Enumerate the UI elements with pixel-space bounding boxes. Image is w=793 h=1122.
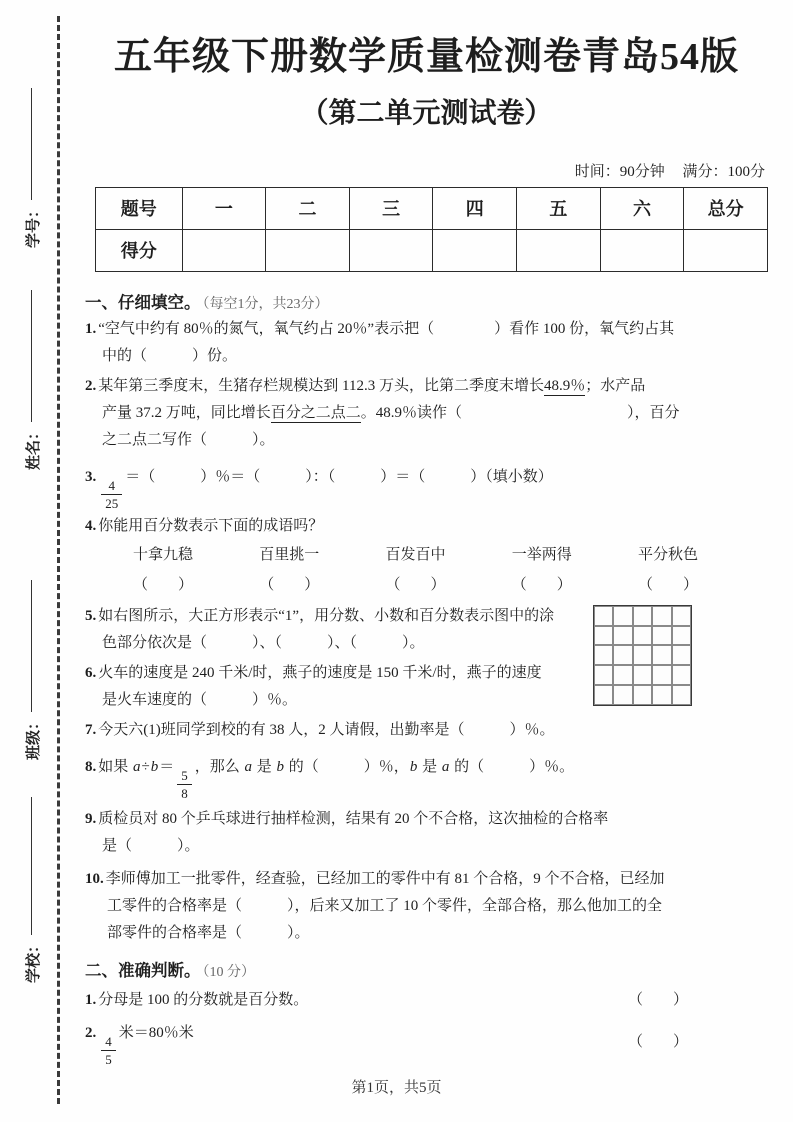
score-empty-cell	[517, 229, 601, 271]
fraction-denominator: 8	[177, 784, 192, 800]
question-2	[85, 373, 768, 454]
unit-square-grid	[593, 605, 692, 706]
score-table-header-cell: 总分	[684, 187, 768, 229]
paper-subtitle: （第二单元测试卷）	[300, 97, 553, 129]
answer-blank: （ ）	[385, 576, 446, 593]
question-6	[85, 660, 590, 714]
question-3	[85, 457, 768, 510]
score-table-header-row	[96, 187, 768, 229]
score-table-header-cell: 五	[517, 187, 601, 229]
fraction-denominator: 25	[101, 494, 122, 510]
question-number: 2.	[85, 377, 97, 394]
question-text: 是（ ）。	[102, 837, 200, 854]
grid-cell	[594, 626, 613, 646]
school-blank-line	[30, 797, 32, 935]
question-text: 你能用百分数表示下面的成语吗？	[98, 517, 324, 534]
question-number: 8.	[85, 758, 97, 775]
question-5	[85, 603, 590, 657]
answer-blank: （ ）	[627, 1034, 688, 1051]
math-operator: ＝	[159, 758, 175, 775]
score-empty-cell	[349, 229, 433, 271]
question-9	[85, 806, 768, 860]
section-fill-title: 一、仔细填空。	[85, 292, 201, 312]
score-table-header-cell: 六	[600, 187, 684, 229]
grid-cell	[672, 645, 691, 665]
score-label-cell: 得分	[96, 229, 183, 271]
class-label: 班级：	[25, 714, 42, 760]
question-text: 质检员对 80 个乒乓球进行抽样检测，结果有 20 个不合格，这次抽检的合格率	[98, 810, 609, 827]
score-empty-cell	[266, 229, 350, 271]
question-text: 李师傅加工一批零件，经查验，已经加工的零件中有 81 个合格，9 个不合格，已经加	[105, 870, 665, 887]
section-fill-heading	[85, 289, 768, 313]
grid-cell	[652, 685, 671, 705]
question-text: 是	[418, 758, 441, 775]
exam-info	[85, 160, 765, 181]
grid-cell	[594, 645, 613, 665]
fraction-numerator: 4	[108, 477, 115, 493]
answer-blank: （ ）	[133, 576, 194, 593]
fraction-numerator: 5	[181, 767, 188, 783]
grid-cell	[633, 685, 652, 705]
question-text: 的（ ）％，	[285, 758, 409, 775]
question-7	[85, 717, 768, 744]
grid-cell	[633, 665, 652, 685]
class-blank-line	[30, 580, 32, 712]
question-text: 分母是 100 的分数就是百分数。	[98, 991, 309, 1008]
math-variable: b	[150, 758, 159, 775]
grid-cell	[594, 606, 613, 626]
score-table-score-row	[96, 229, 768, 271]
grid-cell	[594, 665, 613, 685]
question-text: 某年第三季度末，生猪存栏规模达到 112.3 万头，比第二季度末增长	[98, 377, 544, 394]
fraction	[177, 769, 192, 800]
question-text: 的（ ）％。	[450, 758, 575, 775]
grid-cell	[613, 626, 632, 646]
question-text: 火车的速度是 240 千米/时，燕子的速度是 150 千米/时，燕子的速度	[98, 664, 542, 681]
page-footer: 第1页，共5页	[351, 1080, 442, 1096]
grid-cell	[633, 645, 652, 665]
score-table-header-cell: 一	[182, 187, 266, 229]
answer-blank: （ ）	[511, 576, 572, 593]
math-variable: a	[441, 758, 450, 775]
student-id-blank-line	[30, 88, 32, 200]
question-number: 7.	[85, 721, 97, 738]
question-8	[85, 747, 768, 800]
math-variable: a	[133, 758, 141, 775]
student-id-label: 学号：	[25, 202, 42, 248]
question-text: ＝（ ）％＝（ ）：（ ）＝（ ）（填小数）	[125, 468, 553, 485]
question-text: ；水产品	[585, 377, 646, 394]
judge-question-1	[85, 987, 688, 1014]
question-number: 1.	[85, 320, 97, 337]
question-text: 。48.9％读作（ ），百分	[360, 404, 680, 421]
grid-cell	[672, 606, 691, 626]
question-1	[85, 316, 768, 370]
grid-cell	[652, 645, 671, 665]
section-judge-title: 二、准确判断。	[85, 960, 201, 980]
section-judge-heading	[85, 957, 768, 981]
question-10	[85, 866, 768, 947]
question-number: 6.	[85, 664, 97, 681]
question-text: 如果	[98, 758, 133, 775]
idiom-row	[133, 540, 698, 570]
questions-5-6-with-figure	[85, 603, 768, 714]
fraction	[101, 479, 122, 510]
score-table-header-cell: 四	[433, 187, 517, 229]
underlined-value: 48.9％	[543, 377, 586, 394]
question-text: 中的（ ）份。	[102, 347, 238, 364]
question-number: 3.	[85, 468, 97, 485]
answer-blank: （ ）	[259, 576, 320, 593]
answer-blank: （ ）	[627, 991, 688, 1008]
grid-cell	[613, 606, 632, 626]
idiom: 百发百中	[385, 546, 446, 563]
grid-cell	[613, 645, 632, 665]
grid-cell	[613, 685, 632, 705]
grid-cell	[633, 606, 652, 626]
idiom: 十拿九稳	[133, 546, 194, 563]
question-text: 工零件的合格率是（ ），后来又加工了 10 个零件，全部合格，那么他加工的全	[107, 897, 663, 914]
paper-title: 五年级下册数学质量检测卷青岛54版	[113, 36, 739, 78]
name-label: 姓名：	[25, 424, 42, 470]
section-judge-note: （10 分）	[202, 964, 255, 980]
margin-field-school	[17, 787, 47, 983]
grid-cell	[652, 626, 671, 646]
question-text: 如右图所示，大正方形表示“1”，用分数、小数和百分数表示图中的涂	[98, 607, 555, 624]
fraction-numerator: 4	[105, 1033, 112, 1049]
question-text: 色部分依次是（ ）、（ ）、（ ）。	[102, 634, 425, 651]
section-fill-note: （每空1分，共23分）	[202, 296, 329, 312]
fraction-denominator: 5	[101, 1050, 116, 1066]
underlined-value: 百分之二点二	[270, 404, 361, 421]
score-table-header-cell: 题号	[96, 187, 183, 229]
margin-field-name	[17, 280, 47, 470]
question-text: 部零件的合格率是（ ）。	[107, 924, 310, 941]
question-text: 今天六(1)班同学到校的有 38 人，2 人请假，出勤率是（ ）％。	[98, 721, 555, 738]
question-number: 9.	[85, 810, 97, 827]
grid-cell	[672, 685, 691, 705]
full-score: 满分：100分	[682, 163, 765, 180]
math-variable: b	[409, 758, 418, 775]
question-text: 米＝80％米	[118, 1024, 194, 1041]
question-text: 之二点二写作（ ）。	[102, 431, 275, 448]
question-text: 是	[253, 758, 276, 775]
grid-cell	[652, 606, 671, 626]
fraction	[101, 1035, 116, 1066]
grid-cell	[613, 665, 632, 685]
question-text: 是火车速度的（ ）％。	[102, 691, 298, 708]
score-empty-cell	[182, 229, 266, 271]
question-text: ，那么	[194, 758, 244, 775]
grid-cell	[633, 626, 652, 646]
math-variable: a	[244, 758, 253, 775]
judge-question-2	[85, 1020, 688, 1066]
question-number: 10.	[85, 870, 104, 887]
margin-dashed-line	[57, 16, 60, 1104]
question-number: 5.	[85, 607, 97, 624]
school-label: 学校：	[25, 937, 42, 983]
question-text: “空气中约有 80％的氮气，氧气约占 20％”表示把（ ）看作 100 份，氧气约占其	[98, 320, 675, 337]
grid-cell	[672, 665, 691, 685]
idiom: 百里挑一	[259, 546, 320, 563]
math-operator: ÷	[141, 758, 150, 775]
margin-field-class	[17, 570, 47, 760]
score-table	[95, 187, 768, 272]
margin-field-student-id	[17, 78, 47, 248]
question-text: 产量 37.2 万吨，同比增长	[102, 404, 271, 421]
grid-cell	[672, 626, 691, 646]
idiom-answer-row	[133, 570, 698, 600]
score-table-header-cell: 二	[266, 187, 350, 229]
math-variable: b	[276, 758, 285, 775]
question-number: 2.	[85, 1024, 97, 1041]
question-number: 1.	[85, 991, 97, 1008]
idiom: 平分秋色	[637, 546, 698, 563]
answer-blank: （ ）	[637, 576, 698, 593]
score-empty-cell	[684, 229, 768, 271]
score-table-header-cell: 三	[349, 187, 433, 229]
idiom: 一举两得	[511, 546, 572, 563]
time-limit: 时间：90分钟	[574, 163, 665, 180]
score-empty-cell	[433, 229, 517, 271]
question-4	[85, 513, 768, 600]
paper-content	[85, 22, 768, 1072]
grid-cell	[594, 685, 613, 705]
question-number: 4.	[85, 517, 97, 534]
score-empty-cell	[600, 229, 684, 271]
grid-cell	[652, 665, 671, 685]
name-blank-line	[30, 290, 32, 422]
